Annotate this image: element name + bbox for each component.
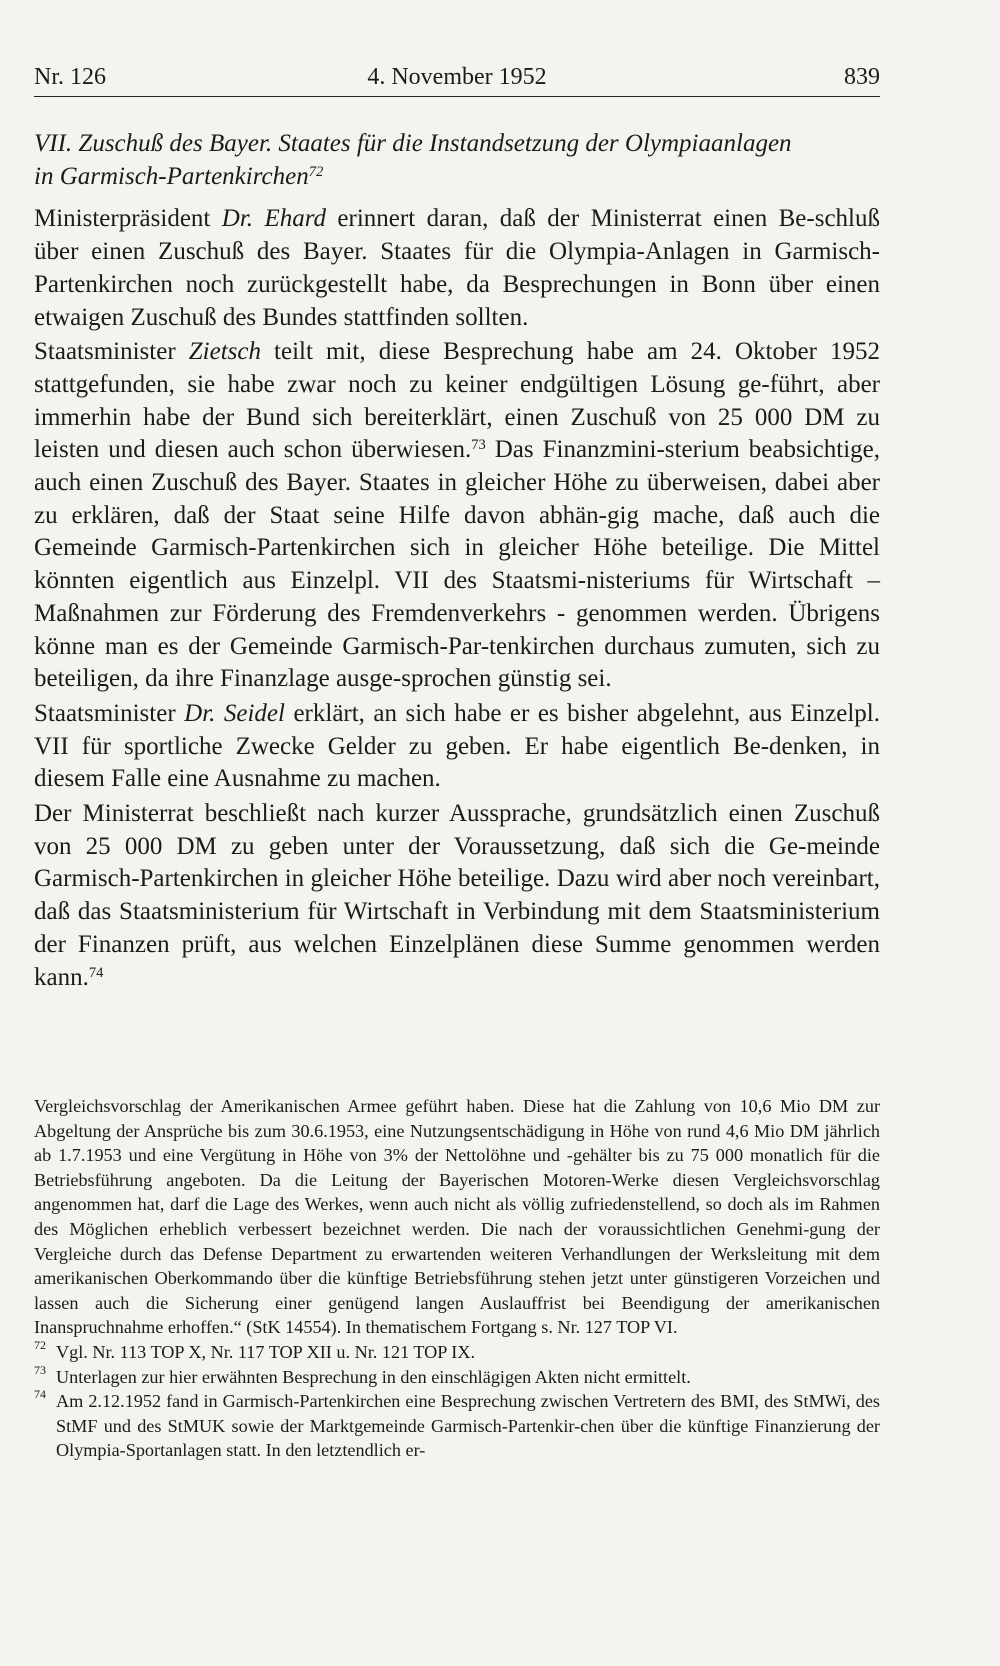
- paragraph-3-text: erklärt, an sich habe er es bisher abgelehnt, aus Einzelpl. VII für sportliche Zwecke Gelder zu geben. Er habe eigentlich Be-denken, in diesem Falle eine Ausnahme zu machen.: [34, 699, 880, 793]
- paragraph-2-lead: Staatsminister: [34, 338, 189, 366]
- paragraph-1-text: erinnert daran, daß der Ministerrat einen Be-schluß über einen Zuschuß des Bayer. Staates für die Olympia-Anlagen in Garmisch-Partenkirchen noch zurückgestellt habe, da Besprechungen in Bonn über einen etwaigen Zuschuß des Bundes stattfinden sollten.: [34, 205, 880, 331]
- paragraph-4-text: Der Ministerrat beschließt nach kurzer Aussprache, grundsätzlich einen Zuschuß von 25 000 DM zu geben unter der Voraussetzung, daß sich die Ge-meinde Garmisch-Partenkirchen in gleicher Höhe beteilige. Dazu wird aber noch vereinbart, daß das Staatsministerium für Wirtschaft in Verbindung mit dem Staatsministerium der Finanzen prüft, aus welchen Einzelplänen diese Summe genommen werden kann.: [34, 800, 880, 991]
- section-heading-line2: in Garmisch-Partenkirchen: [34, 162, 309, 190]
- paragraph-3: [34, 698, 880, 796]
- footnote-72: [34, 1337, 880, 1365]
- paragraph-1: [34, 203, 880, 334]
- footnote-number: 74: [34, 1387, 46, 1402]
- footnotes: [34, 1094, 880, 1463]
- header-date: 4. November 1952: [367, 64, 547, 90]
- footnote-74: [34, 1389, 880, 1463]
- running-header: [34, 64, 880, 97]
- footnote-73: [34, 1362, 880, 1390]
- footnote-ref-73[interactable]: 73: [471, 437, 486, 454]
- speaker-name-zietsch: Zietsch: [188, 338, 261, 366]
- section-heading: [34, 128, 880, 193]
- header-document-number: Nr. 126: [34, 64, 106, 90]
- footnote-text: Am 2.12.1952 fand in Garmisch-Partenkirchen eine Besprechung zwischen Vertretern des BMI, des StMWi, des StMF und des StMUK sowie der Marktgemeinde Garmisch-Partenkir-chen über die künftige Finanzierung der Olympia-Sportanlagen statt. In den letztendlich er-: [56, 1391, 880, 1461]
- footnote-ref-74[interactable]: 74: [88, 964, 104, 981]
- section-heading-line1: VII. Zuschuß des Bayer. Staates für die Instandsetzung der Olympiaanlagen: [34, 130, 792, 157]
- paragraph-2-text: teilt mit, diese Besprechung habe am 24. Oktober 1952 stattgefunden, sie habe zwar noch zu keiner endgültigen Lösung ge-führt, aber immerhin habe der Bund sich bereiterklärt, einen Zuschuß von 25 000 DM zu leisten und diesen auch schon überwiesen.: [34, 338, 880, 464]
- footnote-number: 72: [34, 1337, 46, 1352]
- speaker-name-ehard: Dr. Ehard: [221, 205, 327, 233]
- speaker-name-seidel: Dr. Seidel: [184, 699, 285, 727]
- footnote-text: Vgl. Nr. 113 TOP X, Nr. 117 TOP XII u. Nr. 121 TOP IX.: [56, 1341, 476, 1362]
- paragraph-2: [34, 336, 880, 696]
- paragraph-1-lead: Ministerpräsident: [34, 205, 222, 233]
- header-page-number: 839: [844, 64, 880, 90]
- paragraph-2-text-cont: Das Finanzmini-sterium beabsichtige, auch einen Zuschuß des Bayer. Staates in gleicher Höhe zu überweisen, dabei aber zu erklären, daß der Staat seine Hilfe davon abhän-gig mache, daß auch die Gemeinde Garmisch-Partenkirchen sich in gleicher Höhe beteilige. Die Mittel könnten eigentlich aus Einzelpl. VII des Staatsmi-nisteriums für Wirtschaft – Maßnahmen zur Förderung des Fremdenverkehrs - genommen werden. Übrigens könne man es der Gemeinde Garmisch-Par-tenkirchen durchaus zumuten, sich zu beteiligen, da ihre Finanzlage ausge-sprochen günstig sei.: [34, 436, 880, 693]
- footnote-text: Unterlagen zur hier erwähnten Besprechung in den einschlägigen Akten nicht ermittelt.: [56, 1366, 691, 1387]
- main-text: [34, 128, 880, 994]
- paragraph-4: [34, 798, 880, 994]
- paragraph-3-lead: Staatsminister: [34, 699, 185, 727]
- footnote-continuation: Vergleichsvorschlag der Amerikanischen Armee geführt haben. Diese hat die Zahlung von 10,6 Mio DM zur Abgeltung der Ansprüche bis zum 30.6.1953, eine Nutzungsentschädigung in Höhe von rund 4,6 Mio DM jährlich ab 1.7.1953 und eine Vergütung in Höhe von 3% der Nettolöhne und -gehälter bis zu 75 000 monatlich für die Betriebsführung angeboten. Da die Leitung der Bayerischen Motoren-Werke diesen Vergleichsvorschlag angenommen hat, darf die Lage des Werkes, wenn auch nicht als völlig zufriedenstellend, so doch als im Rahmen des Möglichen erheblich verbessert bezeichnet werden. Die nach der voraussichtlichen Genehmi-gung der Vergleiche durch das Defense Department zu erwartenden weiteren Verhandlungen der Werksleitung mit dem amerikanischen Oberkommando über die künftige Betriebsführung stehen jetzt unter günstigeren Vorzeichen und lassen auch die Sicherung einer genügend langen Auslauffrist bei Beendigung der amerikanischen Inanspruchnahme erhoffen.“ (StK 14554). In thematischem Fortgang s. Nr. 127 TOP VI.: [34, 1096, 880, 1338]
- footnote-number: 73: [34, 1362, 46, 1377]
- footnote-ref-72[interactable]: 72: [308, 163, 324, 180]
